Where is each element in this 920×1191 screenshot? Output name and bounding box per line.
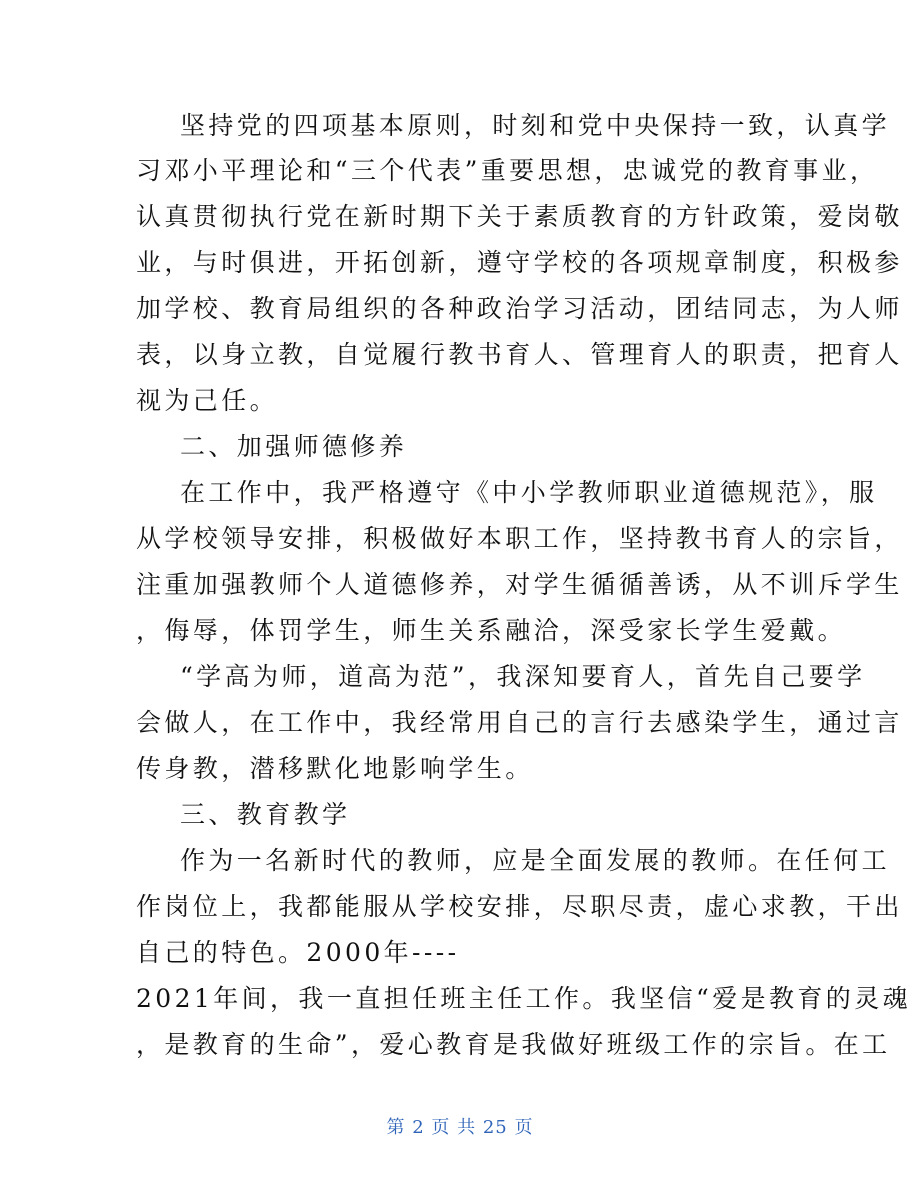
text-line: 传身教，潜移默化地影响学生。 <box>136 754 534 783</box>
section-heading: 三、教育教学 <box>180 800 351 829</box>
text-line: 从学校领导安排，积极做好本职工作，坚持教书育人的宗旨， <box>136 524 903 553</box>
text-line: 业，与时俱进，开拓创新，遵守学校的各项规章制度，积极参 <box>136 248 903 277</box>
text-line: 作为一名新时代的教师，应是全面发展的教师。在任何工 <box>180 846 891 875</box>
text-line: 视为己任。 <box>136 386 279 415</box>
text-line: 认真贯彻执行党在新时期下关于素质教育的方针政策，爱岗敬 <box>136 202 903 231</box>
text-line: 会做人，在工作中，我经常用自己的言行去感染学生，通过言 <box>136 708 903 737</box>
text-line: 作岗位上，我都能服从学校安排，尽职尽责，虚心求教，干出 <box>136 892 903 921</box>
text-line: ，侮辱，体罚学生，师生关系融洽，深受家长学生爱戴。 <box>136 616 847 645</box>
page-number-footer: 第 2 页 共 25 页 <box>386 1117 534 1138</box>
text-line: 习邓小平理论和“三个代表”重要思想，忠诚党的教育事业， <box>136 156 879 185</box>
text-line: 在工作中，我严格遵守《中小学教师职业道德规范》，服 <box>180 478 878 507</box>
text-line: ，是教育的生命”，爱心教育是我做好班级工作的宗旨。在工 <box>136 1030 891 1059</box>
text-line: 自己的特色。2000年---- <box>136 938 460 967</box>
text-line: 坚持党的四项基本原则，时刻和党中央保持一致，认真学 <box>180 111 891 140</box>
text-line: 注重加强教师个人道德修养，对学生循循善诱，从不训斥学生 <box>136 570 903 599</box>
section-heading: 二、加强师德修养 <box>180 432 408 461</box>
text-line: 加学校、教育局组织的各种政治学习活动，团结同志，为人师 <box>136 294 903 323</box>
text-line: 表，以身立教，自觉履行教书育人、管理育人的职责，把育人 <box>136 340 903 369</box>
text-line: 2021年间，我一直担任班主任工作。我坚信“爱是教育的灵魂 <box>136 984 912 1013</box>
text-line: “学高为师，道高为范”，我深知要育人，首先自己要学 <box>180 662 866 691</box>
